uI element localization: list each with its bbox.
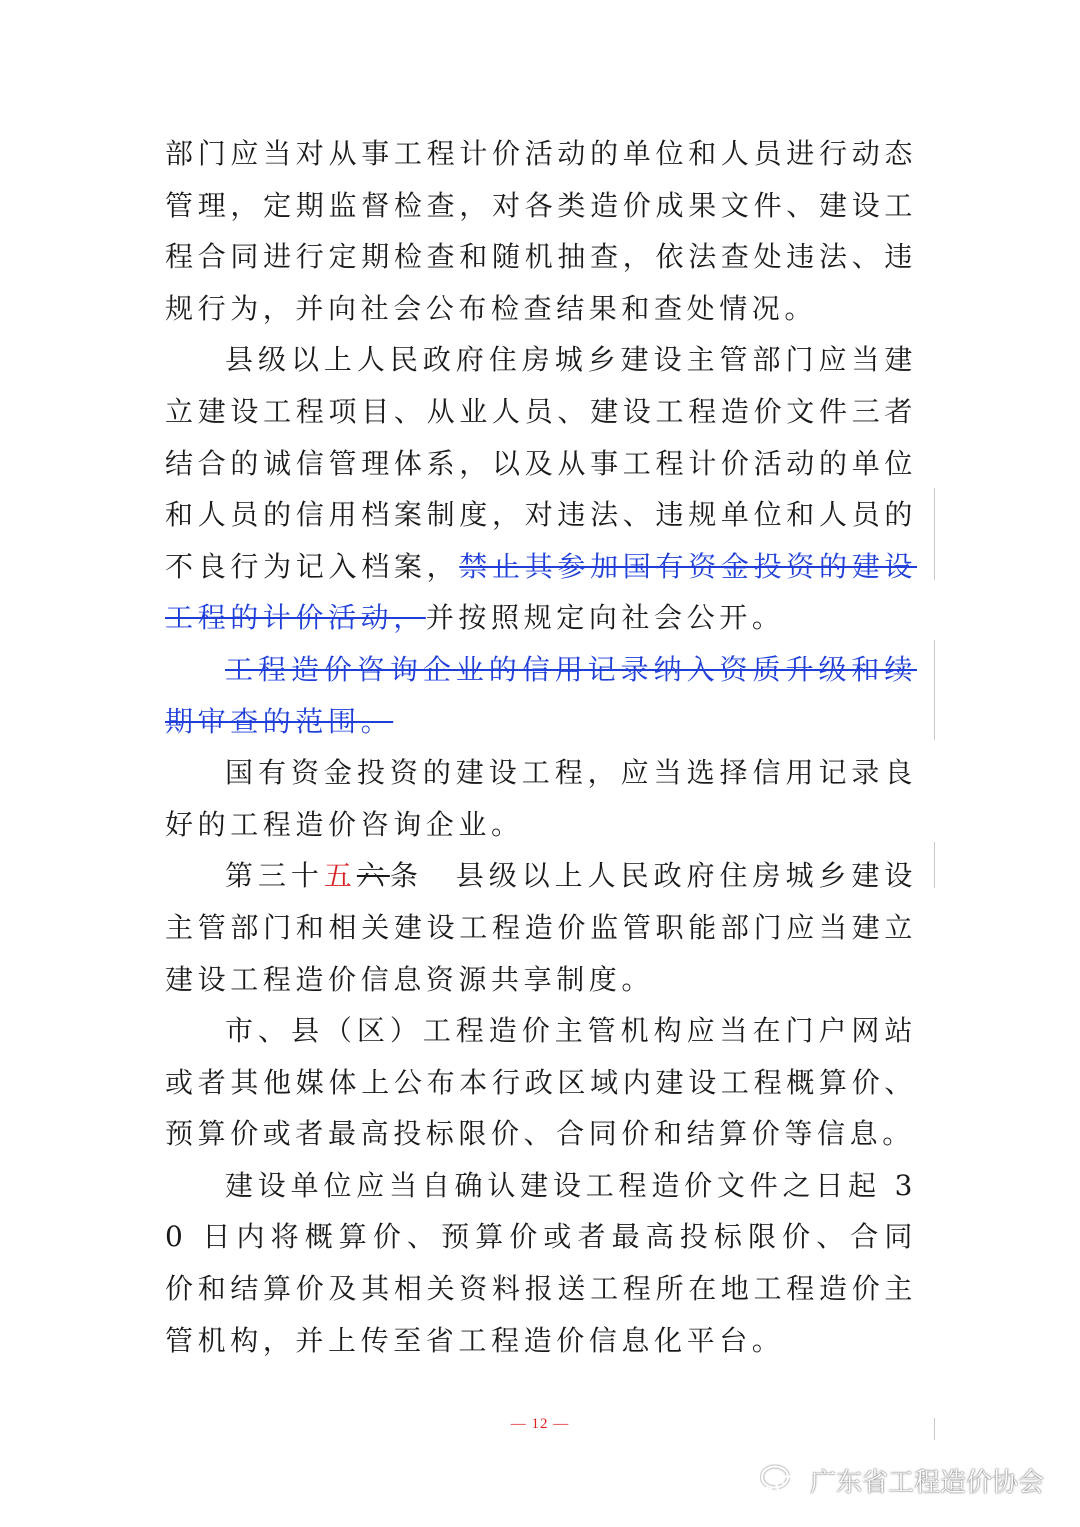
deleted-text: 六 [356, 859, 390, 893]
document-body [165, 128, 917, 1366]
body-text: 并按照规定向社会公开。 [425, 601, 785, 635]
body-text: 县级以上人民政府住房城乡建设主管部门应当建立建设工程项目、从业人员、建设工程造价文件三者结合的诚信管理体系，以及从事工程计价活动的单位和人员的信用档案制度，对违法、违规单位和人员的不良行为记入档案， [165, 343, 917, 583]
paragraph [165, 128, 917, 334]
wechat-icon [760, 1464, 800, 1498]
deleted-text: 工程造价咨询企业的信用记录纳入资质升级和续期审查的范围。 [165, 652, 917, 738]
paragraph [165, 1005, 917, 1160]
paragraph [165, 850, 917, 1005]
paragraph [165, 1160, 917, 1366]
body-text: 部门应当对从事工程计价活动的单位和人员进行动态管理，定期监督检查，对各类造价成果文件、建设工程合同进行定期检查和随机抽查，依法查处违法、违规行为，并向社会公布检查结果和查处情况。 [165, 137, 917, 325]
paragraph [165, 334, 917, 644]
body-text: 国有资金投资的建设工程，应当选择信用记录良好的工程造价咨询企业。 [165, 756, 917, 841]
page-number: — 12 — [510, 1416, 570, 1432]
source-watermark [760, 1462, 1044, 1499]
body-text: 建设单位应当自确认建设工程造价文件之日起 30 日内将概算价、预算价或者最高投标限价、合同价和结算价及其相关资料报送工程所在地工程造价主管机构，并上传至省工程造价信息化平台。 [165, 1168, 917, 1357]
revision-margin-line [934, 640, 935, 740]
watermark-text: 广东省工程造价协会 [809, 1468, 1044, 1498]
paragraph [165, 644, 917, 747]
deleted-text: 禁止其参加国有资金投资的建设工程的计价活动， [165, 549, 917, 635]
revision-margin-line [934, 842, 935, 888]
body-text: 第三十 [225, 859, 324, 893]
paragraph [165, 747, 917, 850]
body-text: 条 县级以上人民政府住房城乡建设主管部门和相关建设工程造价监管职能部门应当建立建设工程造价信息资源共享制度。 [165, 859, 917, 996]
revision-margin-line [934, 488, 935, 580]
inserted-text: 五 [323, 859, 357, 893]
body-text: 市、县（区）工程造价主管机构应当在门户网站或者其他媒体上公布本行政区域内建设工程概算价、预算价或者最高投标限价、合同价和结算价等信息。 [165, 1014, 917, 1151]
